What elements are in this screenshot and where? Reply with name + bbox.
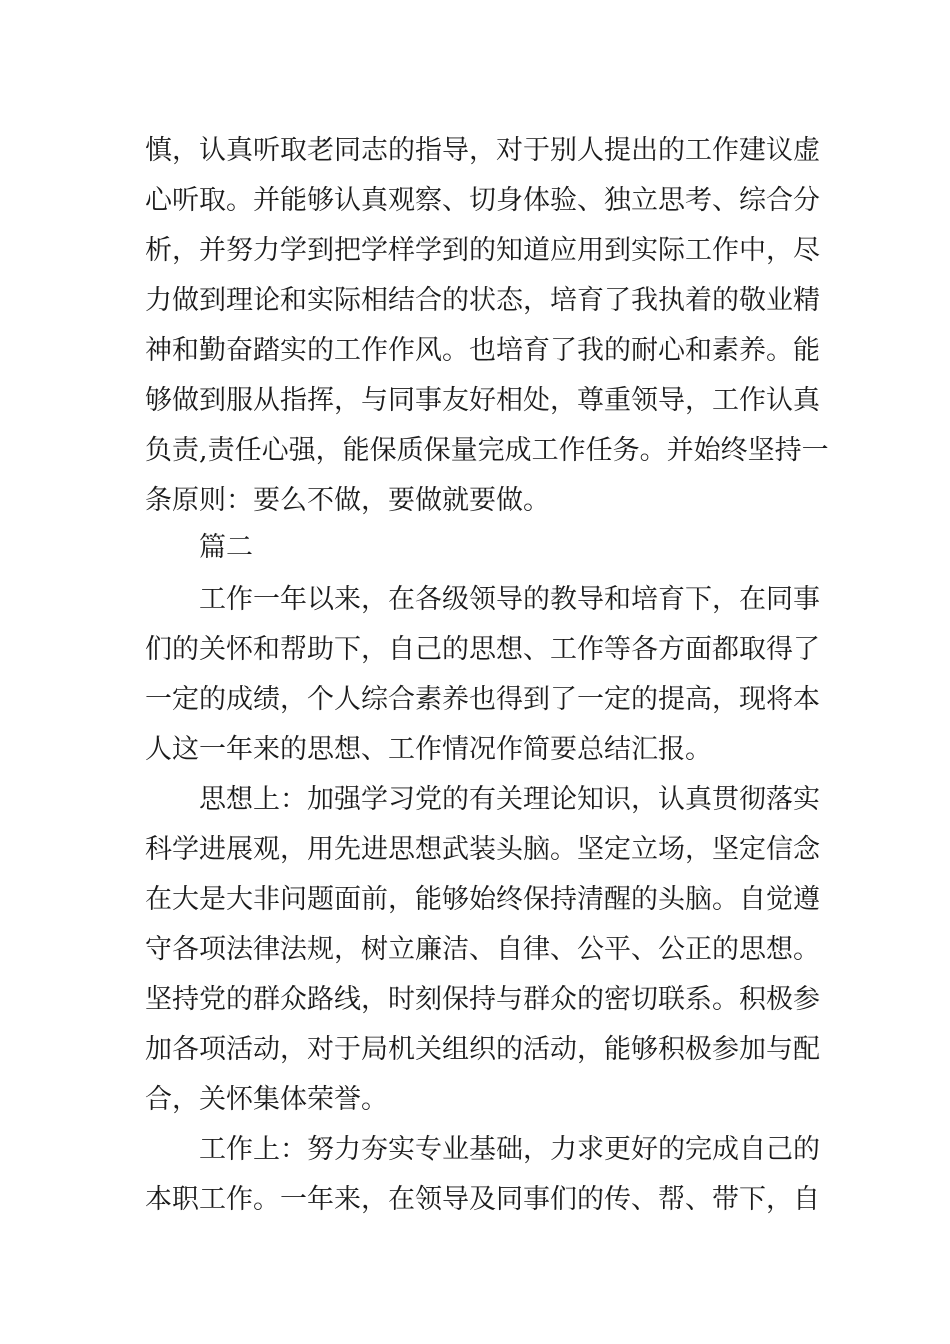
text-line: 负责,责任心强，能保质保量完成工作任务。并始终坚持一 (145, 435, 829, 466)
text-line: 本职工作。一年来，在领导及同事们的传、帮、带下，自 (145, 1184, 820, 1215)
section-heading: 篇二 (199, 532, 253, 563)
text-line: 守各项法律法规，树立廉洁、自律、公平、公正的思想。 (145, 934, 820, 965)
text-line: 工作一年以来，在各级领导的教导和培育下，在同事 (199, 584, 820, 615)
text-line: 思想上：加强学习党的有关理论知识，认真贯彻落实 (199, 784, 820, 815)
text-line: 够做到服从指挥，与同事友好相处，尊重领导，工作认真 (145, 385, 820, 416)
text-line: 神和勤奋踏实的工作作风。也培育了我的耐心和素养。能 (145, 335, 820, 366)
text-line: 科学进展观，用先进思想武装头脑。坚定立场，坚定信念 (145, 834, 820, 865)
text-line: 心听取。并能够认真观察、切身体验、独立思考、综合分 (145, 185, 820, 216)
text-line: 力做到理论和实际相结合的状态，培育了我执着的敬业精 (145, 285, 820, 316)
text-line: 坚持党的群众路线，时刻保持与群众的密切联系。积极参 (145, 984, 820, 1015)
text-line: 析，并努力学到把学样学到的知道应用到实际工作中，尽 (145, 235, 820, 266)
text-line: 合，关怀集体荣誉。 (145, 1084, 388, 1115)
text-line: 条原则：要么不做，要做就要做。 (145, 485, 550, 516)
text-line: 人这一年来的思想、工作情况作简要总结汇报。 (145, 734, 712, 765)
text-line: 加各项活动，对于局机关组织的活动，能够积极参加与配 (145, 1034, 820, 1065)
text-line: 们的关怀和帮助下，自己的思想、工作等各方面都取得了 (145, 634, 820, 665)
text-line: 在大是大非问题面前，能够始终保持清醒的头脑。自觉遵 (145, 884, 820, 915)
text-line: 一定的成绩，个人综合素养也得到了一定的提高，现将本 (145, 684, 820, 715)
text-line: 工作上：努力夯实专业基础，力求更好的完成自己的 (199, 1134, 820, 1165)
text-line: 慎，认真听取老同志的指导，对于别人提出的工作建议虚 (145, 135, 820, 166)
